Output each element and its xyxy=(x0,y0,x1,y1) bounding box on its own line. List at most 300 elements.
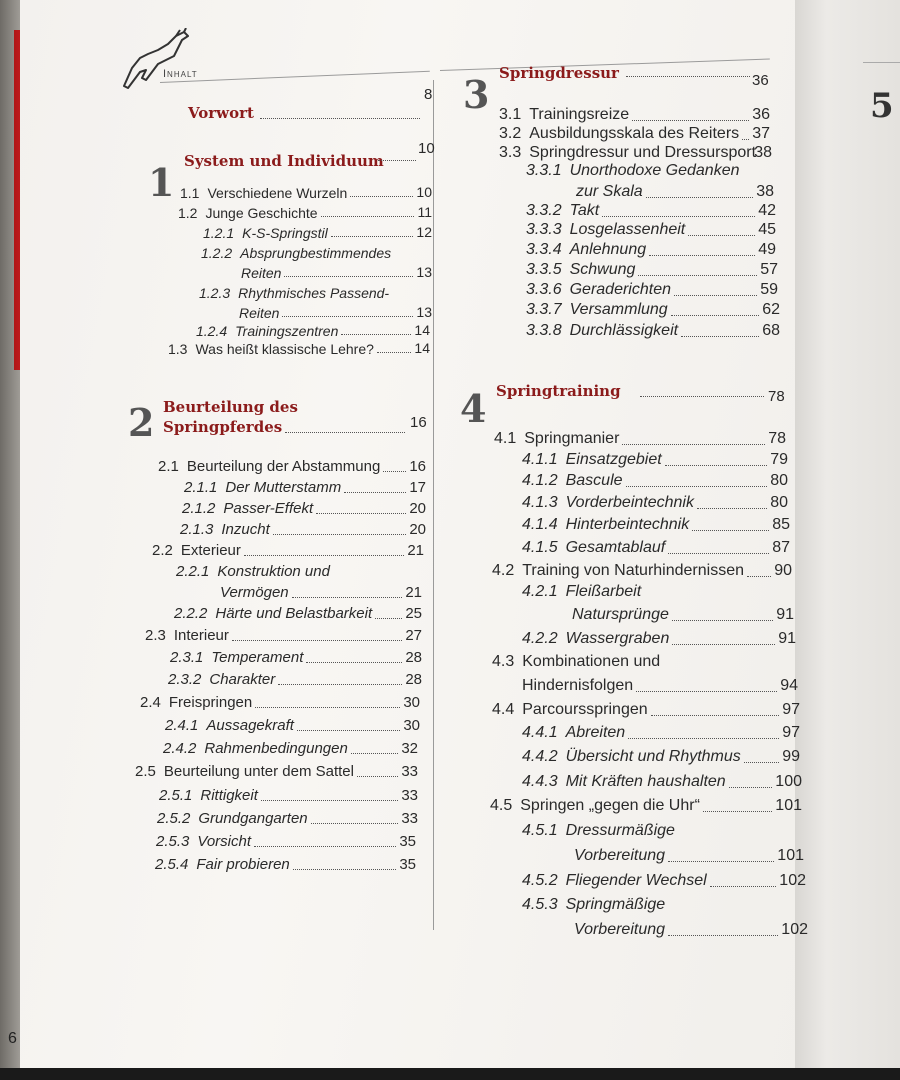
toc-entry xyxy=(492,562,744,580)
toc-entry-number: 2.1.1 xyxy=(184,479,218,496)
leader-dots xyxy=(710,868,777,887)
toc-entry-title: Gesamtablauf xyxy=(565,539,666,556)
toc-entry xyxy=(522,724,625,742)
toc-entry-title: Charakter xyxy=(209,671,276,688)
toc-entry xyxy=(492,653,660,671)
toc-entry-page: 100 xyxy=(775,773,802,790)
toc-entry-title: Der Mutterstamm xyxy=(225,479,342,496)
toc-entry-number: 2.5.3 xyxy=(156,833,190,850)
toc-entry-page: 14 xyxy=(414,340,430,356)
toc-entry-number: 2.2.2 xyxy=(174,605,208,622)
toc-entry-title: Ausbildungsskala des Reiters xyxy=(529,125,740,142)
toc-entry xyxy=(152,542,241,560)
toc-entry-page: 90 xyxy=(774,562,792,579)
toc-entry xyxy=(522,583,641,601)
chapter-2-title-line2: Springpferdes xyxy=(163,418,283,436)
page-number: 6 xyxy=(8,1030,17,1047)
toc-entry xyxy=(499,144,756,162)
toc-entry-number: 3.3.5 xyxy=(526,261,562,278)
toc-entry-title: Unorthodoxe Gedanken xyxy=(569,162,740,179)
toc-entry-title: Junge Geschichte xyxy=(205,205,318,221)
leader-dots xyxy=(293,852,397,870)
toc-entry-number: 3.1 xyxy=(499,106,522,123)
leader-dots xyxy=(278,667,402,685)
toc-entry-page: 38 xyxy=(756,183,774,200)
toc-entry-number: 4.2.1 xyxy=(522,583,558,600)
toc-entry-title: Springdressur und Dressursport xyxy=(529,144,757,161)
toc-entry-title: Inzucht xyxy=(221,521,270,538)
toc-entry-page: 49 xyxy=(758,241,776,258)
leader-dots xyxy=(688,217,755,236)
toc-entry-title-continued: Vorbereitung xyxy=(574,847,666,864)
toc-entry-page: 68 xyxy=(762,322,780,339)
toc-entry-page: 62 xyxy=(762,301,780,318)
toc-entry-title: Aussagekraft xyxy=(206,717,294,734)
leader-dots xyxy=(285,432,405,433)
toc-entry xyxy=(526,162,740,180)
toc-entry xyxy=(526,322,678,340)
facing-page-rule xyxy=(863,62,900,63)
toc-entry-page: 33 xyxy=(401,787,418,804)
leader-dots xyxy=(383,454,406,472)
facing-page-number: 5 xyxy=(870,86,894,126)
toc-entry-page: 16 xyxy=(409,458,426,475)
toc-entry-title-continued: Hindernisfolgen xyxy=(522,677,634,694)
chapter-2-number: 2 xyxy=(128,400,155,445)
chapter-3-number: 3 xyxy=(463,72,490,117)
toc-entry-page: 97 xyxy=(782,724,800,741)
leader-dots xyxy=(628,720,779,739)
toc-entry-page: 13 xyxy=(416,304,432,320)
toc-entry-title: Springmanier xyxy=(524,430,620,447)
chapter-2-title-line1: Beurteilung des xyxy=(163,398,298,416)
toc-entry-title: Übersicht und Rhythmus xyxy=(565,748,741,765)
column-divider xyxy=(433,80,434,930)
toc-entry-page: 37 xyxy=(752,125,770,142)
leader-dots xyxy=(747,558,771,577)
toc-entry-number: 4.2 xyxy=(492,562,515,579)
toc-entry-page: 17 xyxy=(409,479,426,496)
toc-entry-page: 101 xyxy=(775,797,802,814)
leader-dots xyxy=(744,744,779,763)
toc-entry-number: 1.2.3 xyxy=(199,285,231,301)
toc-entry-number: 2.3.2 xyxy=(168,671,202,688)
leader-dots xyxy=(350,180,413,197)
toc-entry-title: Grundgangarten xyxy=(198,810,308,827)
toc-entry-page: 94 xyxy=(780,677,798,694)
toc-entry xyxy=(494,430,619,448)
toc-entry-number: 3.3.7 xyxy=(526,301,562,318)
toc-entry-page: 57 xyxy=(760,261,778,278)
toc-entry-number: 4.1 xyxy=(494,430,517,447)
toc-entry-number: 3.3.1 xyxy=(526,162,562,179)
toc-entry-number: 1.2 xyxy=(178,205,198,221)
leader-dots xyxy=(668,843,774,862)
toc-entry-title-continued: zur Skala xyxy=(576,183,643,200)
leader-dots xyxy=(292,580,403,598)
toc-entry-page: 101 xyxy=(777,847,804,864)
toc-entry-title: Schwung xyxy=(569,261,636,278)
toc-entry-title: Passer-Effekt xyxy=(223,500,314,517)
leader-dots xyxy=(626,468,768,487)
toc-entry-page: 28 xyxy=(405,671,422,688)
leader-dots xyxy=(232,623,402,641)
toc-entry-title: Mit Kräften haushalten xyxy=(565,773,726,790)
toc-entry xyxy=(145,627,229,645)
toc-entry-number: 2.1.2 xyxy=(182,500,216,517)
toc-entry-page: 30 xyxy=(403,717,420,734)
leader-dots xyxy=(273,517,407,535)
toc-entry-title: Einsatzgebiet xyxy=(565,451,662,468)
toc-entry xyxy=(168,340,374,358)
toc-entry xyxy=(182,500,313,518)
toc-entry-number: 2.4.2 xyxy=(163,740,197,757)
leader-dots xyxy=(649,237,755,256)
toc-entry xyxy=(526,301,668,319)
toc-entry xyxy=(174,605,372,623)
toc-entry-page: 11 xyxy=(417,204,432,220)
toc-entry-title: Fleißarbeit xyxy=(565,583,642,600)
toc-entry xyxy=(522,872,707,890)
toc-entry-title: Rahmenbedingungen xyxy=(204,740,348,757)
toc-entry-title: Temperament xyxy=(211,649,304,666)
toc-entry-number: 3.3.6 xyxy=(526,281,562,298)
toc-entry-title: Geraderichten xyxy=(569,281,671,298)
toc-entry-number: 4.5.1 xyxy=(522,822,558,839)
toc-entry-title-continued: Vorbereitung xyxy=(574,921,666,938)
toc-entry-title-continued: Natursprünge xyxy=(572,606,669,623)
toc-entry-title: Fliegender Wechsel xyxy=(565,872,707,889)
leader-dots xyxy=(703,793,772,812)
toc-entry-number: 3.3.4 xyxy=(526,241,562,258)
toc-entry-number: 2.5.2 xyxy=(157,810,191,827)
toc-entry-title: Hinterbeintechnik xyxy=(565,516,690,533)
toc-entry-page: 91 xyxy=(776,606,794,623)
toc-entry-title: Springmäßige xyxy=(565,896,666,913)
toc-entry xyxy=(140,694,252,712)
toc-entry-number: 4.1.1 xyxy=(522,451,558,468)
leader-dots xyxy=(742,121,749,140)
chapter-4-number: 4 xyxy=(460,386,487,431)
toc-entry-number: 4.1.5 xyxy=(522,539,558,556)
toc-entry-number: 3.3 xyxy=(499,144,522,161)
toc-entry-title: Fair probieren xyxy=(196,856,290,873)
toc-entry-title: Abreiten xyxy=(565,724,626,741)
toc-entry-title: Härte und Belastbarkeit xyxy=(215,605,373,622)
toc-entry-title: Parcoursspringen xyxy=(522,701,648,718)
toc-entry xyxy=(184,479,341,497)
toc-entry-title-continued: Reiten xyxy=(241,265,282,281)
toc-entry-page: 78 xyxy=(768,430,786,447)
toc-entry xyxy=(180,521,270,539)
toc-entry xyxy=(526,241,646,259)
leader-dots xyxy=(626,76,750,77)
chapter-4-title: Springtraining xyxy=(496,382,621,400)
leader-dots xyxy=(377,336,412,353)
toc-entry-page: 97 xyxy=(782,701,800,718)
toc-entry-page: 32 xyxy=(401,740,418,757)
leader-dots xyxy=(640,396,764,397)
leader-dots xyxy=(697,490,767,509)
leader-dots xyxy=(632,102,749,121)
toc-entry-page: 10 xyxy=(416,184,432,200)
toc-entry-page: 87 xyxy=(772,539,790,556)
leader-dots xyxy=(672,626,775,645)
toc-entry xyxy=(158,458,380,476)
leader-dots xyxy=(254,829,396,847)
leader-dots xyxy=(622,426,765,445)
toc-entry-page: 27 xyxy=(405,627,422,644)
leader-dots xyxy=(244,538,404,556)
toc-entry xyxy=(178,204,318,222)
chapter-1-page: 10 xyxy=(418,140,435,157)
toc-entry xyxy=(522,896,665,914)
toc-entry xyxy=(522,539,665,557)
toc-entry-title-continued: Vermögen xyxy=(220,584,289,601)
toc-entry xyxy=(499,106,629,124)
toc-entry xyxy=(526,261,635,279)
leader-dots xyxy=(306,645,402,663)
toc-entry-number: 3.3.2 xyxy=(526,202,562,219)
leader-dots xyxy=(636,673,777,692)
toc-entry-page: 99 xyxy=(782,748,800,765)
toc-entry-number: 4.2.2 xyxy=(522,630,558,647)
toc-entry-number: 2.3 xyxy=(145,627,166,644)
toc-entry xyxy=(522,822,675,840)
toc-entry-number: 4.1.3 xyxy=(522,494,558,511)
toc-entry-page: 21 xyxy=(405,584,422,601)
leader-dots xyxy=(351,736,398,754)
toc-entry-page: 20 xyxy=(409,500,426,517)
toc-entry xyxy=(159,787,258,805)
toc-entry-title: Was heißt klassische Lehre? xyxy=(195,341,374,357)
toc-entry-title: Takt xyxy=(569,202,600,219)
toc-entry xyxy=(526,202,599,220)
toc-entry-number: 2.5.1 xyxy=(159,787,193,804)
toc-entry-number: 2.1.3 xyxy=(180,521,214,538)
toc-entry-number: 4.4.1 xyxy=(522,724,558,741)
toc-entry-page: 102 xyxy=(781,921,808,938)
leader-dots xyxy=(646,179,754,198)
toc-entry-page: 45 xyxy=(758,221,776,238)
toc-entry xyxy=(492,701,648,719)
toc-entry-number: 2.5 xyxy=(135,763,156,780)
toc-entry-title: Versammlung xyxy=(569,301,668,318)
chapter-1-number: 1 xyxy=(148,160,175,205)
leader-dots xyxy=(261,783,398,801)
toc-entry xyxy=(156,833,251,851)
bottom-shadow xyxy=(0,1068,900,1080)
toc-entry xyxy=(522,472,623,490)
toc-entry-page: 35 xyxy=(399,856,416,873)
toc-entry-title: Vorsicht xyxy=(197,833,252,850)
toc-entry-title: Wassergraben xyxy=(565,630,670,647)
vorwort-title: Vorwort xyxy=(188,104,254,122)
toc-entry xyxy=(157,810,308,828)
toc-entry xyxy=(163,740,348,758)
toc-entry-title: Verschiedene Wurzeln xyxy=(207,185,348,201)
toc-entry-number: 4.4.3 xyxy=(522,773,558,790)
toc-entry-page: 38 xyxy=(754,144,772,161)
toc-entry xyxy=(526,281,671,299)
toc-entry-number: 3.2 xyxy=(499,125,522,142)
toc-entry-number: 4.4.2 xyxy=(522,748,558,765)
leader-dots xyxy=(341,318,411,335)
leader-dots xyxy=(638,257,757,276)
toc-entry-page: 36 xyxy=(752,106,770,123)
toc-entry-number: 4.5.2 xyxy=(522,872,558,889)
toc-entry xyxy=(176,563,330,581)
toc-entry-number: 1.2.4 xyxy=(196,323,228,339)
leader-dots xyxy=(729,769,773,788)
toc-entry-number: 2.2 xyxy=(152,542,173,559)
toc-entry-page: 79 xyxy=(770,451,788,468)
toc-entry-number: 4.3 xyxy=(492,653,515,670)
toc-entry-number: 4.5 xyxy=(490,797,513,814)
toc-entry xyxy=(522,630,669,648)
leader-dots xyxy=(378,160,416,161)
toc-entry-number: 2.1 xyxy=(158,458,179,475)
toc-entry xyxy=(165,717,294,735)
toc-entry-page: 30 xyxy=(403,694,420,711)
vorwort-page: 8 xyxy=(424,86,433,103)
facing-page xyxy=(795,0,900,1068)
toc-entry xyxy=(499,125,739,143)
toc-entry-title: Beurteilung der Abstammung xyxy=(186,458,381,475)
toc-entry-title: Training von Naturhindernissen xyxy=(522,562,744,579)
chapter-3-title: Springdressur xyxy=(499,64,619,82)
chapter-4-page: 78 xyxy=(768,388,785,405)
toc-entry-page: 33 xyxy=(401,763,418,780)
toc-entry-number: 4.1.4 xyxy=(522,516,558,533)
toc-entry-number: 2.5.4 xyxy=(155,856,189,873)
toc-entry-page: 13 xyxy=(416,264,432,280)
leader-dots xyxy=(674,277,757,296)
toc-entry xyxy=(168,671,275,689)
toc-entry-title: Absprungbestimmendes xyxy=(240,245,392,261)
toc-entry-title: Konstruktion und xyxy=(217,563,330,580)
toc-entry-title-continued: Reiten xyxy=(239,305,280,321)
toc-entry-title: Freispringen xyxy=(168,694,253,711)
toc-entry xyxy=(155,856,290,874)
toc-entry-title: Bascule xyxy=(565,472,623,489)
toc-entry-number: 1.3 xyxy=(168,341,188,357)
toc-entry xyxy=(522,494,694,512)
toc-entry-number: 4.4 xyxy=(492,701,515,718)
leader-dots xyxy=(651,697,780,716)
toc-entry-title: Kombinationen und xyxy=(522,653,661,670)
toc-entry-title: Losgelassenheit xyxy=(569,221,686,238)
toc-entry-number: 4.1.2 xyxy=(522,472,558,489)
toc-entry-page: 85 xyxy=(772,516,790,533)
toc-entry xyxy=(170,649,303,667)
toc-entry-number: 1.2.2 xyxy=(201,245,233,261)
toc-entry-number: 1.1 xyxy=(180,185,200,201)
toc-entry-number: 2.4.1 xyxy=(165,717,199,734)
toc-entry-title: Interieur xyxy=(173,627,229,644)
toc-entry-number: 3.3.3 xyxy=(526,221,562,238)
chapter-3-page: 36 xyxy=(752,72,769,89)
leader-dots xyxy=(672,602,773,621)
toc-entry-page: 91 xyxy=(778,630,796,647)
toc-entry xyxy=(522,451,662,469)
toc-entry-page: 80 xyxy=(770,494,788,511)
toc-entry-page: 20 xyxy=(409,521,426,538)
chapter-2-page: 16 xyxy=(410,414,427,431)
toc-entry-page: 102 xyxy=(779,872,806,889)
toc-entry-page: 28 xyxy=(405,649,422,666)
toc-entry-page: 33 xyxy=(401,810,418,827)
toc-entry-page: 12 xyxy=(416,224,432,240)
leader-dots xyxy=(668,535,769,554)
leader-dots xyxy=(665,447,768,466)
toc-entry-title: Springen „gegen die Uhr“ xyxy=(520,797,700,814)
leader-dots xyxy=(668,917,778,936)
toc-entry xyxy=(490,797,700,815)
leader-dots xyxy=(331,220,414,237)
leader-dots xyxy=(681,318,759,337)
toc-entry-title: Anlehnung xyxy=(569,241,647,258)
leader-dots xyxy=(297,713,400,731)
toc-entry-page: 21 xyxy=(407,542,424,559)
leader-dots xyxy=(375,601,402,619)
leader-dots xyxy=(671,297,760,316)
toc-entry-number: 3.3.8 xyxy=(526,322,562,339)
leader-dots xyxy=(260,118,420,119)
leader-dots xyxy=(344,475,406,493)
toc-entry xyxy=(522,773,726,791)
toc-entry-page: 42 xyxy=(758,202,776,219)
toc-entry-title: Durchlässigkeit xyxy=(569,322,679,339)
toc-entry xyxy=(135,763,354,781)
toc-entry-title: Beurteilung unter dem Sattel xyxy=(163,763,354,780)
chapter-1-title: System und Individuum xyxy=(184,152,384,170)
leader-dots xyxy=(692,512,769,531)
header-label: Inhalt xyxy=(163,68,198,80)
toc-entry-page: 25 xyxy=(405,605,422,622)
leader-dots xyxy=(602,198,755,217)
toc-entry-title: Rittigkeit xyxy=(200,787,258,804)
toc-entry-page: 14 xyxy=(414,322,430,338)
leader-dots xyxy=(255,690,400,708)
toc-entry-number: 1.2.1 xyxy=(203,225,235,241)
toc-entry-page: 59 xyxy=(760,281,778,298)
leader-dots xyxy=(311,806,399,824)
leader-dots xyxy=(282,300,413,317)
toc-entry-number: 2.3.1 xyxy=(170,649,204,666)
leader-dots xyxy=(284,260,413,277)
toc-entry-title: Rhythmisches Passend- xyxy=(238,285,390,301)
toc-entry xyxy=(203,224,328,242)
toc-entry xyxy=(522,748,741,766)
toc-entry-page: 35 xyxy=(399,833,416,850)
leader-dots xyxy=(321,200,415,217)
leader-dots xyxy=(316,496,406,514)
toc-entry xyxy=(196,322,338,340)
toc-entry-title: Trainingsreize xyxy=(529,106,630,123)
toc-entry-title: Vorderbeintechnik xyxy=(565,494,694,511)
toc-entry xyxy=(522,516,689,534)
toc-entry-title: Dressurmäßige xyxy=(565,822,675,839)
toc-entry-number: 2.4 xyxy=(140,694,161,711)
toc-entry-number: 4.5.3 xyxy=(522,896,558,913)
toc-entry-title: Trainingszentren xyxy=(235,323,339,339)
toc-entry-page: 80 xyxy=(770,472,788,489)
toc-entry-title: Exterieur xyxy=(180,542,241,559)
toc-entry-number: 2.2.1 xyxy=(176,563,210,580)
leader-dots xyxy=(357,759,398,777)
toc-entry-title: K-S-Springstil xyxy=(242,225,328,241)
